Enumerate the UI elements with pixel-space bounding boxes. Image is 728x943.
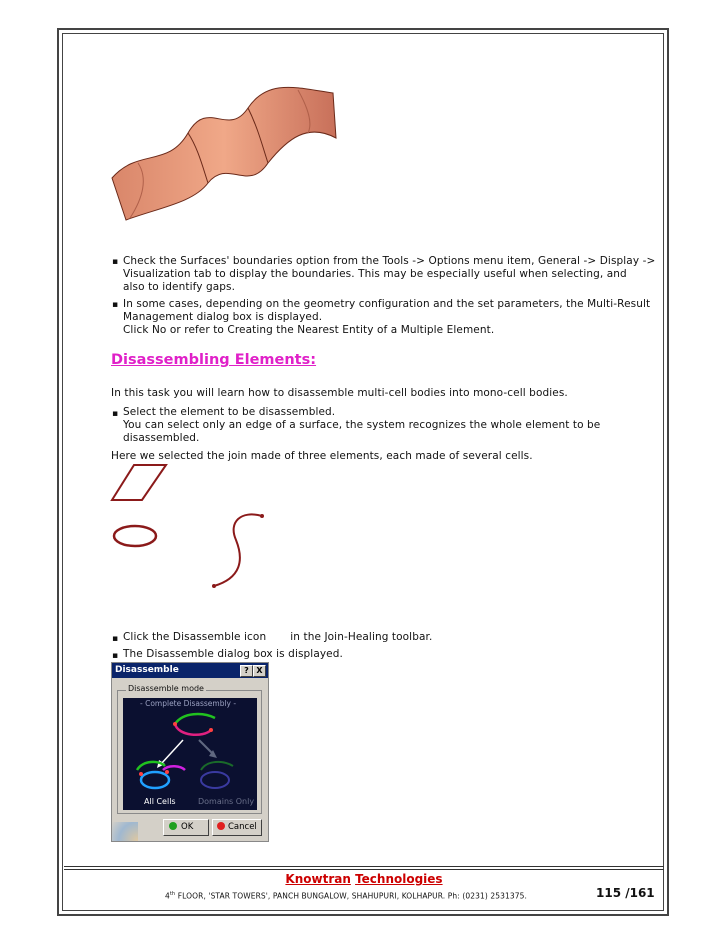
- footer-divider: [64, 869, 664, 870]
- dialog-title: Disassemble: [112, 663, 268, 678]
- join-illustration: [106, 460, 276, 592]
- bullet-multi-result-text: [123, 298, 650, 337]
- text-line: Management dialog box is displayed.: [123, 311, 323, 323]
- close-button[interactable]: X: [253, 665, 266, 677]
- bullet-marker: ▪: [112, 634, 119, 644]
- text-line: Visualization tab to display the boundaries. This may be especially useful when selecting, and: [123, 268, 627, 280]
- bullet-click-disassemble: Click the Disassemble icon in the Join-Healing toolbar.: [123, 631, 433, 643]
- dialog-corner-graphic: [112, 822, 138, 841]
- text-line: Click No or refer to Creating the Nearest Entity of a Multiple Element.: [123, 324, 495, 336]
- ok-label: OK: [181, 822, 194, 832]
- text-line: Select the element to be disassembled.: [123, 406, 336, 418]
- text-line: also to identify gaps.: [123, 281, 236, 293]
- page-number: 115 /161: [596, 886, 655, 900]
- cancel-label: Cancel: [228, 822, 257, 832]
- option-all-cells[interactable]: All Cells: [144, 797, 176, 806]
- floor-suffix: th: [169, 891, 176, 897]
- text-line: In some cases, depending on the geometry configuration and the set parameters, the Multi-Result: [123, 298, 651, 310]
- text-line: Check the Surfaces' boundaries option from the Tools -> Options menu item, General -> Display ->: [123, 255, 656, 267]
- section-heading: Disassembling Elements:: [111, 352, 317, 368]
- panel-caption: - Complete Disassembly -: [140, 699, 237, 708]
- bullet-boundaries-text: [123, 255, 655, 294]
- brand-first: Knowtran: [285, 872, 351, 886]
- intro-text: In this task you will learn how to disassemble multi-cell bodies into mono-cell bodies.: [111, 387, 568, 399]
- text-line: You can select only an edge of a surface, the system recognizes the whole element to be: [123, 419, 601, 431]
- ok-button[interactable]: [163, 819, 209, 836]
- help-button[interactable]: ?: [240, 665, 253, 677]
- bullet-marker: ▪: [112, 409, 119, 419]
- address-text: FLOOR, 'STAR TOWERS', PANCH BUNGALOW, SHAHUPURI, KOLHAPUR. Ph: (0231) 2531375.: [175, 891, 527, 901]
- brand-second: Technologies: [355, 872, 443, 886]
- bullet-marker: ▪: [112, 651, 119, 661]
- footer-address: [165, 891, 527, 901]
- surface-illustration: [108, 78, 344, 226]
- footer-divider: [64, 866, 664, 867]
- ok-icon: [169, 822, 177, 830]
- bullet-marker: ▪: [112, 257, 119, 267]
- bullet-marker: ▪: [112, 300, 119, 310]
- join-text: Here we selected the join made of three elements, each made of several cells.: [111, 450, 533, 462]
- bullet-dialog-displayed: The Disassemble dialog box is displayed.: [123, 648, 343, 660]
- group-label: Disassemble mode: [128, 684, 204, 693]
- text-line: disassembled.: [123, 432, 200, 444]
- option-domains-only[interactable]: Domains Only: [198, 797, 255, 806]
- bullet-select-text: [123, 406, 600, 445]
- floor-number: 4: [165, 891, 170, 901]
- disassembly-diagram: [123, 708, 257, 796]
- footer-brand: [0, 872, 728, 886]
- cancel-button[interactable]: [212, 819, 262, 836]
- cancel-icon: [217, 822, 225, 830]
